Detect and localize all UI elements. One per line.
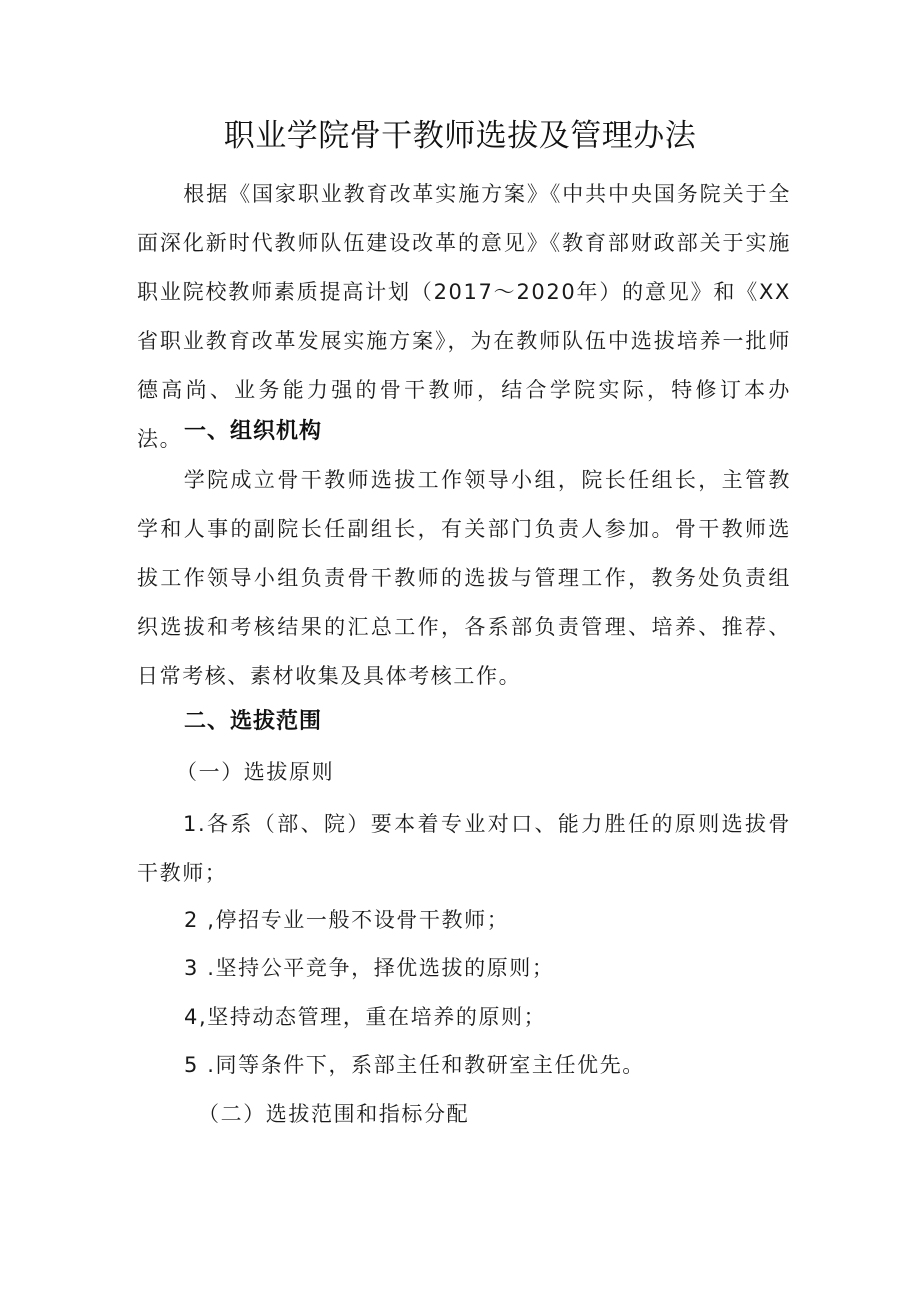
list-item-5: 5 .同等条件下，系部主任和教研室主任优先。 [184,1053,645,1077]
document-title: 职业学院骨干教师选拔及管理办法 [223,118,697,154]
subheading-selection-principles: （一）选拔原则 [176,760,335,784]
list-item-1-text: 1.各系（部、院）要本着专业对口、能力胜任的原则选拔骨干教师； [137,812,791,885]
section1-paragraph [137,456,791,701]
section1-heading: 一、组织机构 [184,419,323,444]
list-item-4: 4,坚持动态管理，重在培养的原则； [184,1005,547,1029]
list-item-1 [137,800,791,898]
intro-text: 根据《国家职业教育改革实施方案》《中共中央国务院关于全面深化新时代教师队伍建设改革的意见》《教育部财政部关于实施职业院校教师素质提高计划（2017〜2020年）的意见》和《XX省职业教育改革发展实施方案》，为在教师队伍中选拔培养一批师德高尚、业务能力强的骨干教师，结合学院实际，特修订本办法。 [137,182,791,451]
list-item-3: 3 .坚持公平竞争，择优选拔的原则； [184,956,555,980]
section2-heading: 二、选拔范围 [184,709,323,734]
section1-text: 学院成立骨干教师选拔工作领导小组，院长任组长，主管教学和人事的副院长任副组长，有关部门负责人参加。骨干教师选拔工作领导小组负责骨干教师的选拔与管理工作，教务处负责组织选拔和考核结果的汇总工作，各系部负责管理、培养、推荐、日常考核、素材收集及具体考核工作。 [137,468,791,688]
subheading-scope-and-quota: （二）选拔范围和指标分配 [198,1102,470,1126]
list-item-2: 2 ,停招专业一般不设骨干教师； [184,908,510,932]
